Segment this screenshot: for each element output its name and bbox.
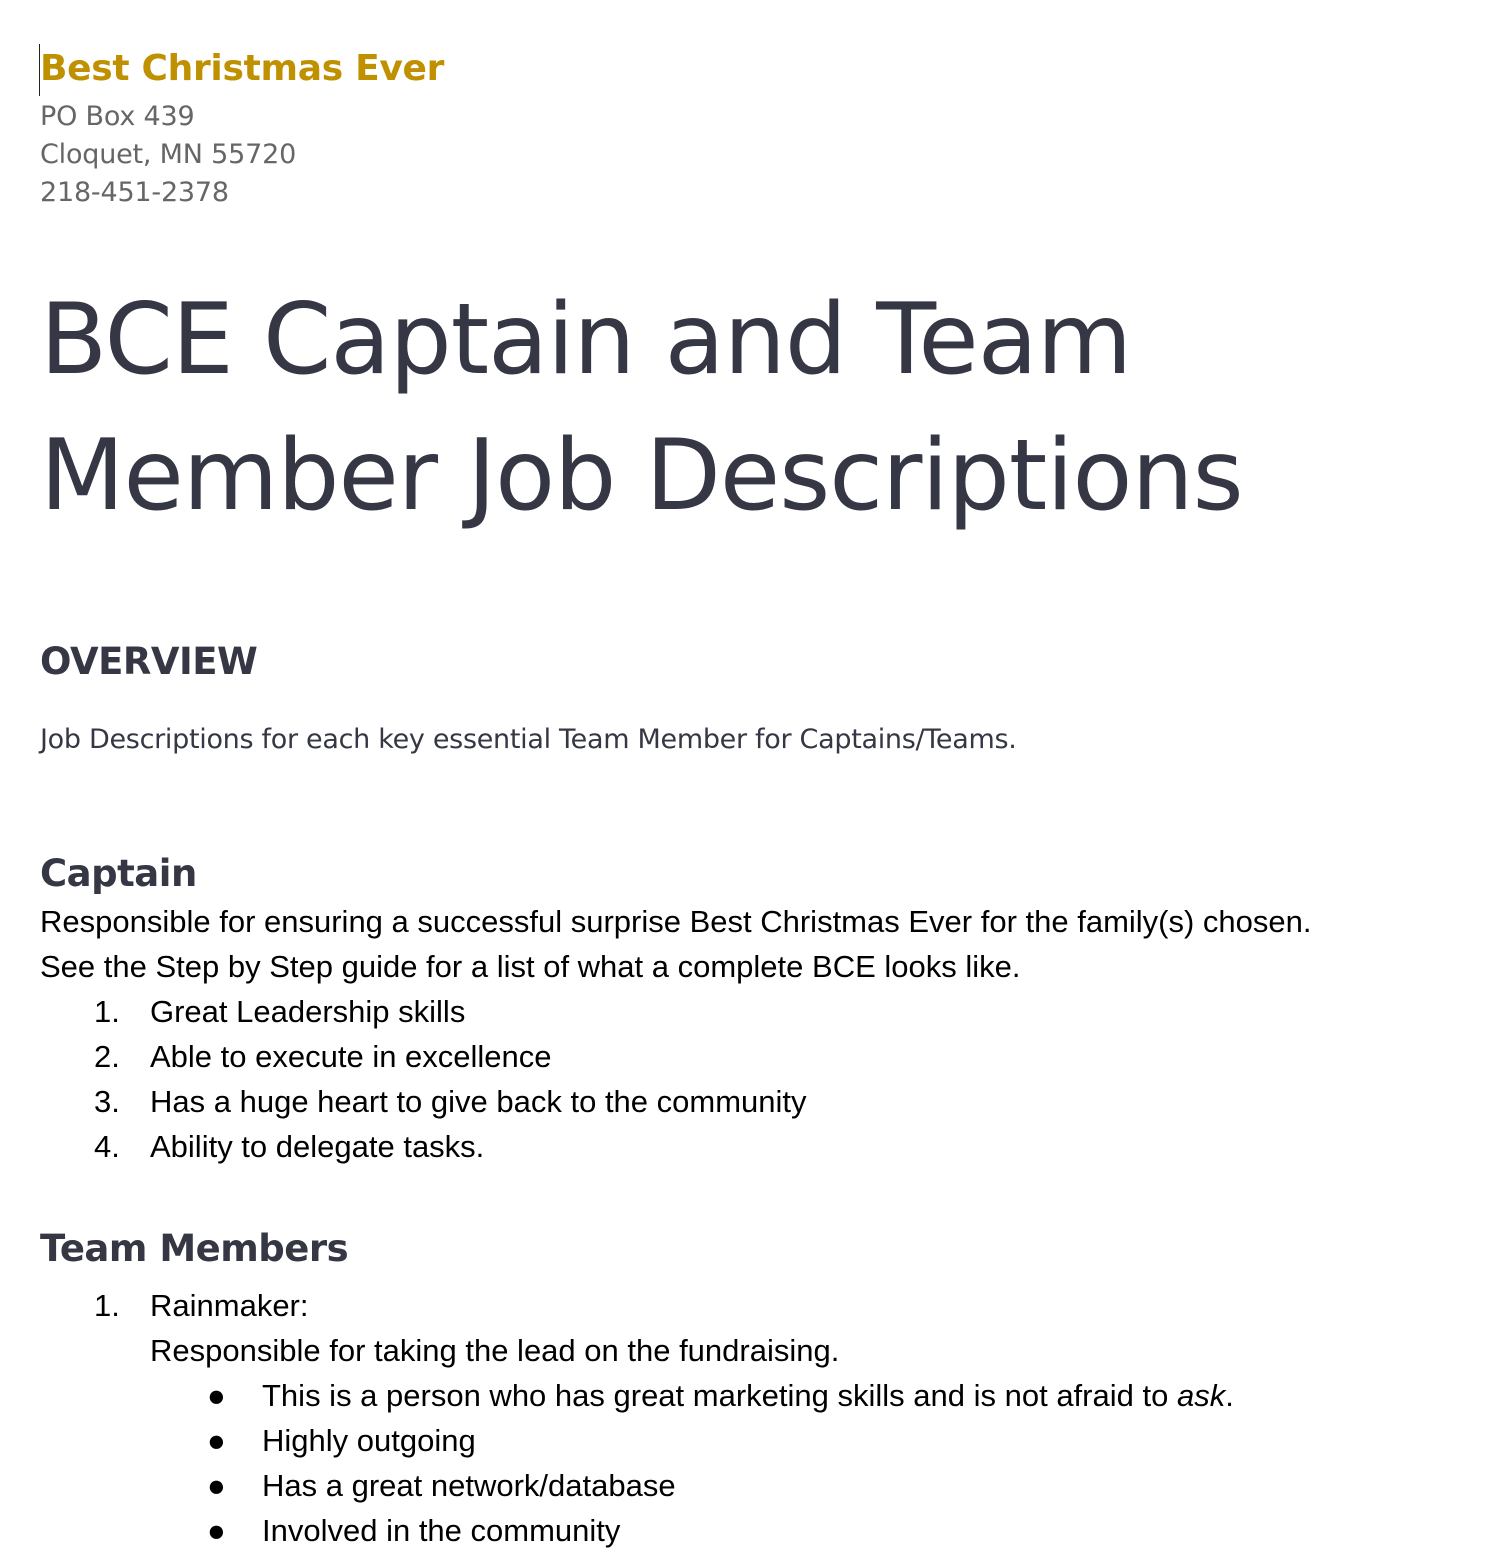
captain-description-line-2: See the Step by Step guide for a list of what a complete BCE looks like. xyxy=(40,949,1021,984)
captain-description-line-1: Responsible for ensuring a successful surprise Best Christmas Ever for the family(s) chosen. xyxy=(40,904,1312,939)
list-item-text: Has a huge heart to give back to the community xyxy=(150,1084,807,1119)
list-item xyxy=(40,1079,1460,1124)
team-roles-list xyxy=(40,1283,1460,1373)
captain-heading: Captain xyxy=(40,852,197,895)
list-number: 1. xyxy=(94,1288,120,1323)
list-number: 3. xyxy=(94,1084,120,1119)
rainmaker-traits-list xyxy=(40,1373,1460,1553)
list-item xyxy=(40,1124,1460,1169)
bullet-icon: ● xyxy=(207,1513,226,1548)
phone-number: 218-451-2378 xyxy=(40,177,229,208)
list-item-rainmaker xyxy=(40,1283,1460,1373)
letterhead xyxy=(40,40,1460,212)
list-item-text: Ability to delegate tasks. xyxy=(150,1129,485,1164)
list-number: 4. xyxy=(94,1129,120,1164)
document-page xyxy=(40,40,1460,1553)
list-item xyxy=(40,989,1460,1034)
title-line-2: Member Job Descriptions xyxy=(40,419,1243,533)
org-name: Best Christmas Ever xyxy=(40,48,445,89)
list-number: 1. xyxy=(94,994,120,1029)
address-line-2: Cloquet, MN 55720 xyxy=(40,139,297,170)
list-item-text: Able to execute in excellence xyxy=(150,1039,552,1074)
list-item-text: Great Leadership skills xyxy=(150,994,466,1029)
bullet-item xyxy=(40,1373,1460,1418)
bullet-text-end: . xyxy=(1225,1378,1234,1413)
bullet-text: Has a great network/database xyxy=(262,1468,676,1503)
title-line-1: BCE Captain and Team xyxy=(40,283,1132,397)
bullet-text: Involved in the community xyxy=(262,1513,621,1548)
address-line-1: PO Box 439 xyxy=(40,101,195,132)
bullet-item xyxy=(40,1418,1460,1463)
bullet-item xyxy=(40,1463,1460,1508)
role-description: Responsible for taking the lead on the fundraising. xyxy=(150,1333,840,1368)
overview-heading: OVERVIEW xyxy=(40,640,258,683)
document-title xyxy=(40,272,1460,544)
team-members-heading: Team Members xyxy=(40,1227,349,1270)
bullet-item xyxy=(40,1508,1460,1553)
bullet-emphasis: ask xyxy=(1176,1378,1226,1413)
bullet-icon: ● xyxy=(207,1468,226,1503)
bullet-text: Highly outgoing xyxy=(262,1423,476,1458)
list-item xyxy=(40,1034,1460,1079)
list-number: 2. xyxy=(94,1039,120,1074)
overview-text: Job Descriptions for each key essential Team Member for Captains/Teams. xyxy=(40,724,1017,755)
captain-qualities-list xyxy=(40,989,1460,1169)
bullet-icon: ● xyxy=(207,1423,226,1458)
role-name: Rainmaker: xyxy=(150,1288,309,1323)
bullet-icon: ● xyxy=(207,1378,226,1413)
bullet-text: This is a person who has great marketing skills and is not afraid to xyxy=(262,1378,1177,1413)
